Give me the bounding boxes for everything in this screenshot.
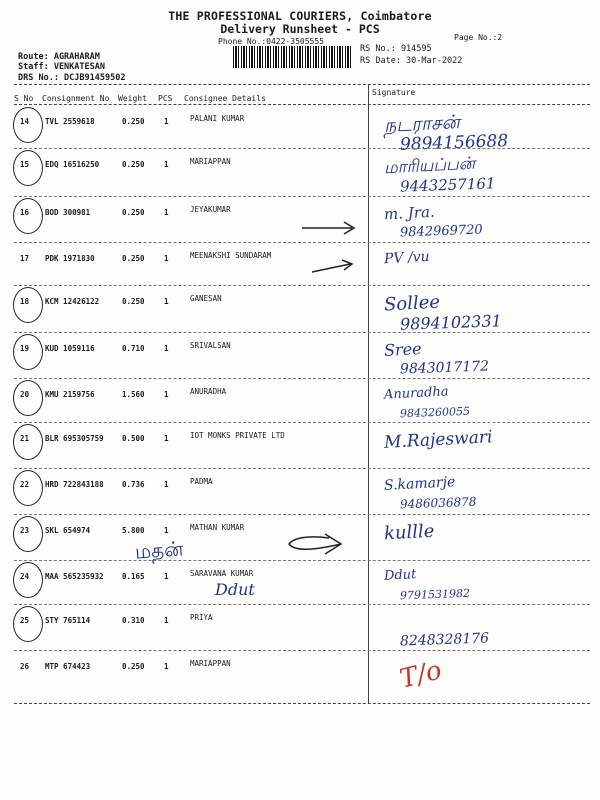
row-signature-phone: 9894156688	[399, 131, 509, 155]
barcode-image	[233, 46, 353, 68]
row-consignment-no: KMU 2159756	[45, 390, 95, 399]
row-consignment-no: STY 765114	[45, 616, 91, 625]
row-sno: 21	[20, 434, 30, 443]
row-weight: 0.250	[122, 254, 145, 263]
row-consignee: PRIYA	[190, 613, 213, 622]
row-sno: 19	[20, 344, 30, 353]
row-pcs: 1	[164, 297, 169, 306]
row-weight: 0.165	[122, 572, 145, 581]
row-consignment-no: TVL 2559618	[45, 117, 95, 126]
row-signature-phone: 9443257161	[399, 174, 496, 196]
row-consignment-no: MAA 565235932	[45, 572, 104, 581]
arrow-icon	[300, 218, 360, 238]
row-signature: Anuradha	[383, 384, 449, 403]
row-sno: 16	[20, 208, 30, 217]
col-weight: Weight	[118, 94, 147, 103]
row-divider	[14, 196, 590, 197]
company-name: THE PROFESSIONAL COURIERS, Coimbatore	[168, 9, 432, 23]
row-consignment-no: HRD 722843188	[45, 480, 104, 489]
row-sno: 22	[20, 480, 30, 489]
row-signature: S.kamarje	[383, 474, 456, 494]
row-sno: 24	[20, 572, 30, 581]
row-signature-phone: 9486036878	[399, 494, 477, 512]
row-sno: 23	[20, 526, 30, 535]
row-pcs: 1	[164, 526, 169, 535]
document-title: Delivery Runsheet - PCS	[220, 22, 380, 36]
row-sno: 26	[20, 662, 30, 671]
row-consignment-no: BOD 300981	[45, 208, 91, 217]
row-consignee: MARIAPPAN	[190, 157, 231, 166]
row-signature: Sree	[383, 339, 423, 360]
row-consignee: GANESAN	[190, 294, 222, 303]
row-consignee: MATHAN KUMAR	[190, 523, 245, 532]
row-signature: M.Rajeswari	[383, 427, 493, 453]
page-number: Page No.:2	[454, 33, 503, 42]
row-consignee: JEYAKUMAR	[190, 205, 231, 214]
row-weight: 5.800	[122, 526, 145, 535]
row-pcs: 1	[164, 616, 169, 625]
row-signature: Ddut	[383, 567, 417, 584]
row-divider	[14, 378, 590, 379]
row-weight: 0.736	[122, 480, 145, 489]
row-sno: 25	[20, 616, 30, 625]
row-signature-phone: 8248328176	[399, 630, 490, 650]
row-weight: 0.310	[122, 616, 145, 625]
row-consignee: MEENAKSHI SUNDARAM	[190, 251, 272, 260]
handwritten-note-row23: மதன்	[134, 536, 185, 564]
col-signature: Signature	[372, 88, 416, 97]
row-sno: 17	[20, 254, 30, 263]
row-divider	[14, 285, 590, 286]
row-signature: PV /vu	[383, 248, 431, 268]
phone-number: Phone No.:0422-3505555	[218, 37, 324, 46]
row-divider	[14, 468, 590, 469]
row-consignment-no: SKL 654974	[45, 526, 91, 535]
rs-number: RS No.: 914595	[360, 44, 432, 54]
row-divider	[14, 604, 590, 605]
row-divider	[14, 422, 590, 423]
row-consignment-no: BLR 695305759	[45, 434, 104, 443]
drs-number: DRS No.: DCJB91459502	[18, 73, 126, 83]
red-handwritten-mark: T/o	[396, 655, 445, 695]
row-signature-phone: 9791531982	[399, 586, 471, 603]
row-weight: 0.710	[122, 344, 145, 353]
arrow-icon	[285, 530, 345, 560]
row-consignee: SRIVALSAN	[190, 341, 231, 350]
arrow-icon	[310, 258, 360, 278]
row-signature-phone: 9843260055	[399, 404, 471, 421]
row-pcs: 1	[164, 344, 169, 353]
row-consignment-no: KCM 12426122	[45, 297, 100, 306]
row-signature: m. Jra.	[383, 202, 436, 224]
col-consignment: Consignment No	[42, 94, 110, 103]
row-weight: 0.250	[122, 160, 145, 169]
col-consignee: Consignee Details	[184, 94, 266, 103]
row-divider	[14, 650, 590, 651]
row-pcs: 1	[164, 572, 169, 581]
row-consignment-no: PDK 1971830	[45, 254, 95, 263]
row-divider	[14, 148, 590, 149]
row-signature: Sollee	[383, 291, 441, 316]
col-sno: S No	[14, 94, 34, 103]
row-sno: 14	[20, 117, 30, 126]
route-label: Route: AGRAHARAM	[18, 52, 100, 62]
row-consignee: IOT MONKS PRIVATE LTD	[190, 431, 285, 440]
row-pcs: 1	[164, 390, 169, 399]
row-weight: 0.250	[122, 297, 145, 306]
row-pcs: 1	[164, 662, 169, 671]
row-pcs: 1	[164, 208, 169, 217]
row-weight: 0.250	[122, 117, 145, 126]
row-divider	[14, 332, 590, 333]
row-pcs: 1	[164, 434, 169, 443]
row-signature: kullle	[383, 520, 435, 545]
row-consignment-no: KUD 1059116	[45, 344, 95, 353]
row-consignment-no: EDQ 16516250	[45, 160, 100, 169]
row-divider	[14, 560, 590, 561]
row-sno: 15	[20, 160, 30, 169]
row-weight: 0.250	[122, 662, 145, 671]
row-consignee: MARIAPPAN	[190, 659, 231, 668]
row-pcs: 1	[164, 117, 169, 126]
staff-label: Staff: VENKATESAN	[18, 62, 105, 72]
row-weight: 1.560	[122, 390, 145, 399]
row-weight: 0.500	[122, 434, 145, 443]
row-consignee: PADMA	[190, 477, 213, 486]
table-header-rule	[14, 104, 590, 105]
row-signature: மாரியப்பன்	[383, 153, 476, 179]
rs-date: RS Date: 30-Mar-2022	[360, 56, 463, 66]
row-consignee: SARAVANA KUMAR	[190, 569, 254, 578]
row-consignment-no: MTP 674423	[45, 662, 91, 671]
row-sno: 20	[20, 390, 30, 399]
row-signature-phone: 9842969720	[399, 222, 483, 241]
row-divider	[14, 514, 590, 515]
row-signature-phone: 9843017172	[399, 358, 490, 378]
row-weight: 0.250	[122, 208, 145, 217]
row-divider	[14, 242, 590, 243]
handwritten-note-row24: Ddut	[215, 580, 255, 599]
table-bottom-rule	[14, 703, 590, 704]
row-pcs: 1	[164, 254, 169, 263]
table-top-rule	[14, 84, 590, 85]
row-pcs: 1	[164, 480, 169, 489]
row-sno: 18	[20, 297, 30, 306]
row-signature: நடராசன்	[383, 111, 461, 137]
row-signature-phone: 9894102331	[399, 311, 503, 334]
row-consignee: PALANI KUMAR	[190, 114, 245, 123]
row-pcs: 1	[164, 160, 169, 169]
row-consignee: ANURADHA	[190, 387, 227, 396]
col-pcs: PCS	[158, 94, 173, 103]
signature-column-divider	[368, 84, 369, 704]
